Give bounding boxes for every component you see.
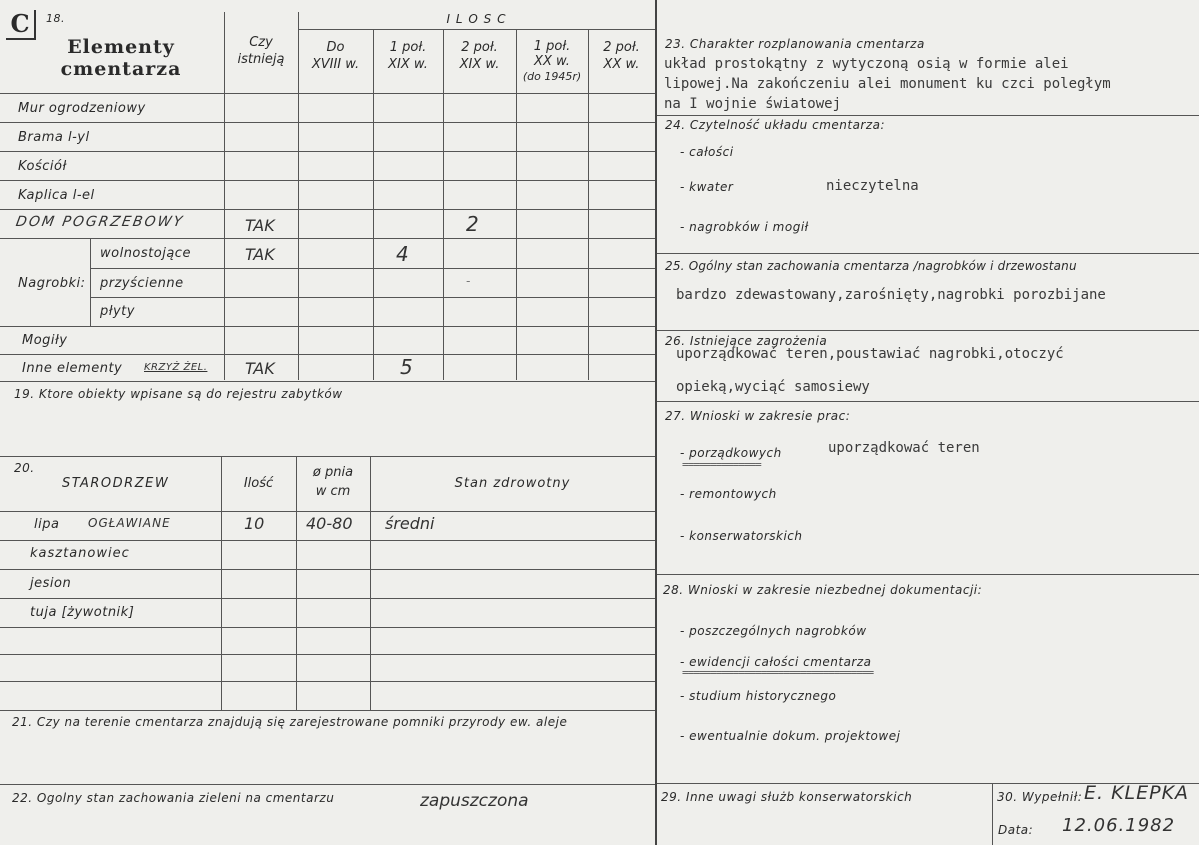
section-letter-box [6,10,36,40]
tree-ilosc-lipa: 10 [244,514,265,533]
grid-line [992,783,993,845]
section-24-label: 24. Czytelność układu cmentarza: [665,118,886,132]
grid-line [0,627,655,628]
grid-line [90,238,91,326]
col-header-do18 [298,39,373,73]
grid-line [0,122,655,123]
date-label: Data: [998,823,1034,837]
grid-line [657,253,1199,254]
section-27-a: - porządkowych [680,446,782,460]
section-24-a: - całości [680,145,734,159]
row-label-nagrobki: Nagrobki: [18,276,86,291]
section-28-b: - ewidencji całości cmentarza [680,655,872,669]
grid-line [221,456,222,710]
col-czy-line1: Czy [249,35,273,50]
grid-line [657,574,1199,575]
title-line-1: Elementy [67,36,175,58]
section-22-hand: zapuszczona [420,791,529,811]
section-22-label: 22. Ogolny stan zachowania zieleni na cmentarzu [12,791,335,805]
tree-name-lipa: lipa [34,517,60,532]
pnia-line1: ø pnia [312,465,354,480]
pnia-col-header [296,463,370,501]
section-26-label: 26. Istniejące zagrożenia [665,334,828,348]
col-header-line: 2 poł. [603,40,640,55]
tree-hand-note: OGŁAWIANE [88,516,171,530]
col-header-2pol19 [443,39,516,73]
row-label-inne: Inne elementy [22,361,123,376]
col-header-line: 2 poł. [461,40,498,55]
grid-line [298,29,655,30]
col-czy-header [224,34,298,68]
row-label-kaplica: Kaplica l-el [18,188,95,203]
row-label-mogily: Mogiły [22,333,68,348]
section-24-c: - nagrobków i mogił [680,220,809,234]
grid-line [90,297,655,298]
section-26-line2: opieką,wyciąć samosiewy [676,379,870,395]
ilosc-header: I L O S C [446,12,507,26]
col-header-line: XVIII w. [311,57,360,72]
grid-line [0,598,655,599]
grid-line [0,710,655,711]
grid-line [0,326,655,327]
section-29-label: 29. Inne uwagi służb konserwatorskich [661,790,913,804]
grid-line [443,30,444,380]
col-czy-line2: istnieją [237,52,285,67]
section-27-b: - remontowych [680,487,777,501]
value-dom-czy: TAK [245,216,275,235]
grid-line [0,209,655,210]
row-label-brama: Brama l-yl [18,130,90,145]
grid-line [0,456,655,457]
grid-line [0,569,655,570]
title-line-2: cmentarza [60,58,182,80]
section-23-line2: lipowej.Na zakończeniu alei monument ku czci poległym [664,76,1111,92]
section-28-label: 28. Wnioski w zakresie niezbednej dokumentacji: [663,583,983,597]
section-28-a: - poszczególnych nagrobków [680,624,867,638]
section-27-c: - konserwatorskich [680,529,803,543]
grid-line [0,784,655,785]
grid-line [0,381,655,382]
tree-name-kasztanowiec: kasztanowiec [30,546,130,561]
section-letter: C [10,9,30,38]
row-label-inne-hand: KRZYŻ ŻEL. [144,362,208,373]
section-24-b: - kwater [680,180,734,194]
value-wolno-czy: TAK [245,245,275,264]
col-header-line: (do 1945r) [522,70,582,83]
col-header-line: 1 poł. [389,40,427,55]
section-30-name: E. KLEPKA [1084,782,1190,804]
grid-line [370,456,371,710]
tree-pien-lipa: 40-80 [306,514,353,533]
row-label-mur: Mur ogrodzeniowy [18,101,146,116]
section-30-label: 30. Wypełnił: [997,790,1083,804]
value-inne-1pol19: 5 [400,355,413,379]
grid-line [588,30,589,380]
section-27-a-value: uporządkować teren [828,440,980,456]
col-header-2pol20 [588,39,655,73]
grid-line [90,268,655,269]
section-19-label: 19. Ktore obiekty wpisane są do rejestru zabytków [14,387,343,401]
section-25-label: 25. Ogólny stan zachowania cmentarza /nagrobków i drzewostanu [665,259,1077,273]
tree-name-tuja: tuja [żywotnik] [30,605,135,620]
center-divider [655,0,657,845]
grid-line [657,330,1199,331]
row-label-przysc: przyścienne [100,276,184,291]
row-label-dom: DOM POGRZEBOWY [14,214,186,230]
starodrzew-header: STARODRZEW [62,476,170,491]
grid-line [0,681,655,682]
section-number: 18. [46,12,65,25]
col-header-line: XX w. [534,54,570,69]
date-value: 12.06.1982 [1062,815,1176,836]
section-28-c: - studium historycznego [680,689,837,703]
row-label-wolno: wolnostojące [100,246,191,261]
grid-line [0,93,655,94]
value-inne-czy: TAK [245,359,275,378]
grid-line [0,511,655,512]
grid-line [657,401,1199,402]
card-title [46,36,196,80]
grid-line [0,238,655,239]
col-header-line: Do [326,40,345,55]
row-label-plyty: płyty [100,304,135,319]
tree-stan-lipa: średni [385,514,435,533]
col-header-line: XIX w. [388,57,428,72]
col-header-line: XX w. [603,57,640,72]
section-26-line1: uporządkować teren,poustawiać nagrobki,otoczyć [676,346,1064,362]
grid-line [0,180,655,181]
pnia-line2: w cm [315,484,351,499]
value-przysc-dash: - [466,274,471,288]
section-23-label: 23. Charakter rozplanowania cmentarza [665,37,925,51]
value-wolno-1pol19: 4 [396,242,409,266]
section-25-value: bardzo zdewastowany,zarośnięty,nagrobki porozbijane [676,287,1106,303]
section-23-line3: na I wojnie światowej [664,96,842,112]
row-label-kosciol: Kościół [18,159,67,174]
section-21-label: 21. Czy na terenie cmentarza znajdują się zarejestrowane pomniki przyrody ew. aleje [12,715,568,729]
grid-line [0,151,655,152]
col-header-line: XIX w. [459,57,500,72]
grid-line [0,354,655,355]
tree-name-jesion: jesion [30,576,72,591]
col-header-1pol20 [516,39,588,84]
ilosc-col-header: Ilość [243,476,274,491]
grid-line [657,115,1199,116]
section-24-b-value: nieczytelna [826,178,919,194]
section-20-num: 20. [14,461,35,475]
section-23-line1: układ prostokątny z wytyczoną osią w formie alei [664,56,1069,72]
section-28-d: - ewentualnie dokum. projektowej [680,729,901,743]
col-header-line: 1 poł. [533,39,571,54]
value-dom-2pol19: 2 [466,212,479,236]
strikethrough-marks: ============== [682,458,761,471]
strikethrough-marks: ================================== [682,666,874,679]
grid-line [0,540,655,541]
section-27-label: 27. Wnioski w zakresie prac: [665,409,851,423]
col-header-1pol19 [373,39,443,73]
stan-col-header: Stan zdrowotny [454,476,571,491]
grid-line [373,30,374,380]
grid-line [0,654,655,655]
